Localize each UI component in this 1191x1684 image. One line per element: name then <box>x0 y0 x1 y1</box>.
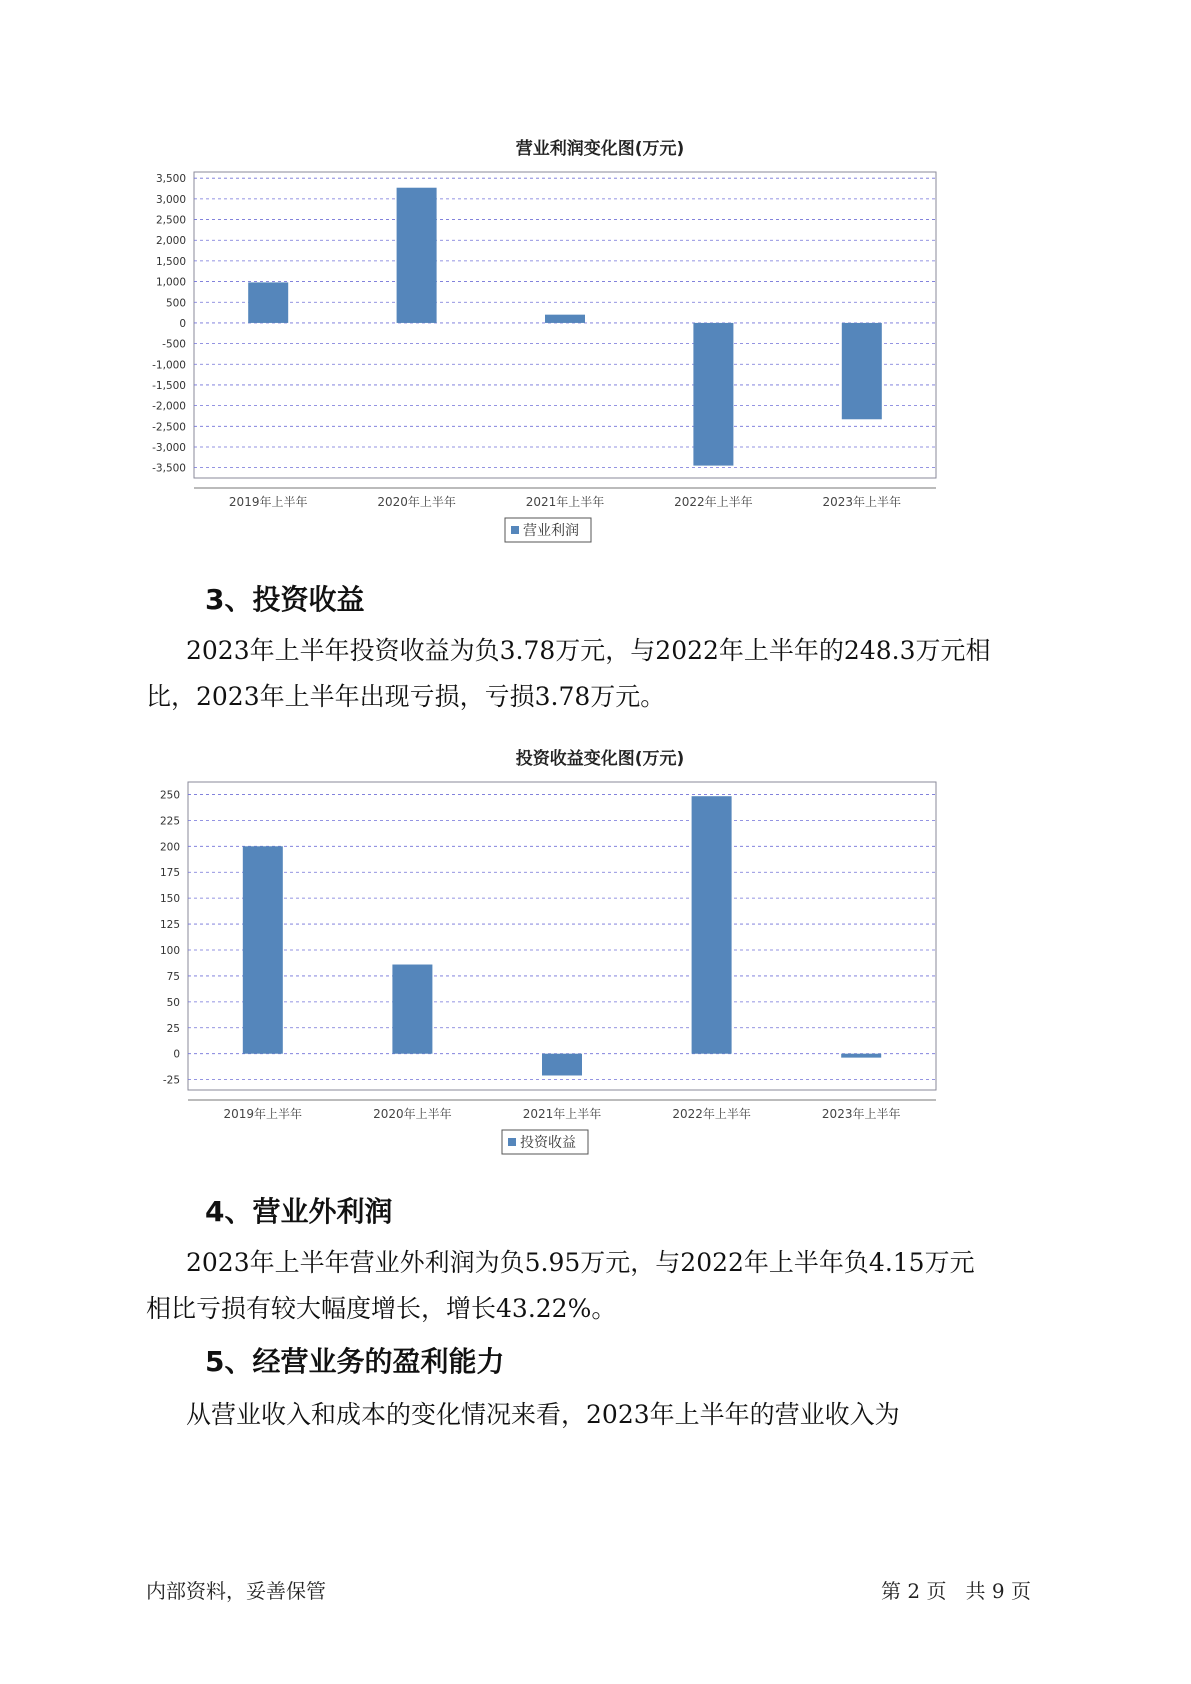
y-tick-label: 75 <box>166 970 180 983</box>
chart-title: 投资收益变化图(万元) <box>515 749 685 769</box>
x-tick-label: 2019年上半年 <box>223 1107 303 1121</box>
y-tick-label: 2,000 <box>155 235 186 248</box>
x-tick-label: 2021年上半年 <box>525 495 605 509</box>
y-tick-label: 3,500 <box>155 173 186 186</box>
chart-title: 营业利润变化图(万元) <box>515 139 685 159</box>
bar <box>842 323 882 419</box>
section-heading-investment-income: 3、投资收益 <box>205 583 365 616</box>
section-paragraph-non-operating-profit <box>146 1240 1066 1332</box>
y-tick-label: 500 <box>165 297 186 310</box>
footer-page-number: 第 2 页 共 9 页 <box>881 1579 1031 1603</box>
x-tick-label: 2020年上半年 <box>373 1107 452 1121</box>
section-paragraph-investment-income <box>146 628 1066 720</box>
y-tick-label: 100 <box>159 945 180 957</box>
x-tick-label: 2022年上半年 <box>672 1107 751 1121</box>
y-tick-label: -2,500 <box>152 421 186 434</box>
bar <box>243 846 283 1053</box>
paragraph-line: 2023年上半年营业外利润为负5.95万元，与2022年上半年负4.15万元 <box>186 1248 975 1277</box>
paragraph-line: 2023年上半年投资收益为负3.78万元，与2022年上半年的248.3万元相 <box>186 636 991 665</box>
y-tick-label: 2,500 <box>155 214 186 227</box>
legend-label: 投资收益 <box>520 1135 576 1151</box>
investment-income-chart <box>150 740 1050 1160</box>
bar <box>542 1054 582 1076</box>
paragraph-line: 比，2023年上半年出现亏损，亏损3.78万元。 <box>146 682 666 711</box>
y-tick-label: -500 <box>162 338 186 351</box>
section-heading-non-operating-profit: 4、营业外利润 <box>205 1195 393 1228</box>
paragraph-line: 从营业收入和成本的变化情况来看，2023年上半年的营业收入为 <box>186 1400 900 1429</box>
footer-left: 内部资料，妥善保管 <box>146 1579 326 1603</box>
bar <box>392 965 432 1054</box>
y-tick-label: 25 <box>166 1022 180 1035</box>
bar <box>841 1054 881 1058</box>
y-tick-label: -3,000 <box>152 441 186 454</box>
x-tick-label: 2021年上半年 <box>522 1107 602 1121</box>
y-tick-label: 0 <box>179 317 186 330</box>
y-tick-label: 1,500 <box>155 255 186 268</box>
y-tick-label: -25 <box>162 1074 180 1087</box>
y-tick-label: 200 <box>159 841 180 854</box>
y-tick-label: 1,000 <box>155 276 186 289</box>
plot-area <box>188 782 936 1090</box>
y-tick-label: 175 <box>159 867 180 880</box>
y-tick-label: -1,500 <box>152 379 186 392</box>
y-tick-label: -3,500 <box>152 462 186 475</box>
y-tick-label: -1,000 <box>152 359 186 372</box>
y-tick-label: 0 <box>173 1048 180 1061</box>
section-paragraph-profitability <box>146 1392 1066 1438</box>
x-tick-label: 2022年上半年 <box>674 495 753 509</box>
paragraph-line: 相比亏损有较大幅度增长，增长43.22%。 <box>146 1294 617 1323</box>
y-tick-label: 3,000 <box>155 193 186 206</box>
y-tick-label: 50 <box>166 996 180 1009</box>
bar <box>693 323 733 466</box>
x-tick-label: 2020年上半年 <box>377 495 456 509</box>
operating-profit-chart <box>150 130 1050 550</box>
x-tick-label: 2023年上半年 <box>822 495 902 509</box>
bar <box>692 796 732 1053</box>
y-tick-label: 225 <box>159 815 180 828</box>
legend-label: 营业利润 <box>523 523 579 539</box>
legend-swatch <box>511 526 519 534</box>
x-tick-label: 2023年上半年 <box>821 1107 901 1121</box>
legend-swatch <box>508 1138 516 1146</box>
x-tick-label: 2019年上半年 <box>228 495 308 509</box>
y-tick-label: 150 <box>159 893 180 906</box>
bar <box>248 282 288 323</box>
chart-svg <box>150 740 1050 1160</box>
section-heading-profitability: 5、经营业务的盈利能力 <box>205 1345 505 1378</box>
y-tick-label: -2,000 <box>152 400 186 413</box>
bar <box>545 315 585 323</box>
y-tick-label: 250 <box>159 789 180 802</box>
y-tick-label: 125 <box>159 919 180 932</box>
plot-area <box>194 172 936 478</box>
chart-svg <box>150 130 1050 550</box>
bar <box>397 188 437 323</box>
